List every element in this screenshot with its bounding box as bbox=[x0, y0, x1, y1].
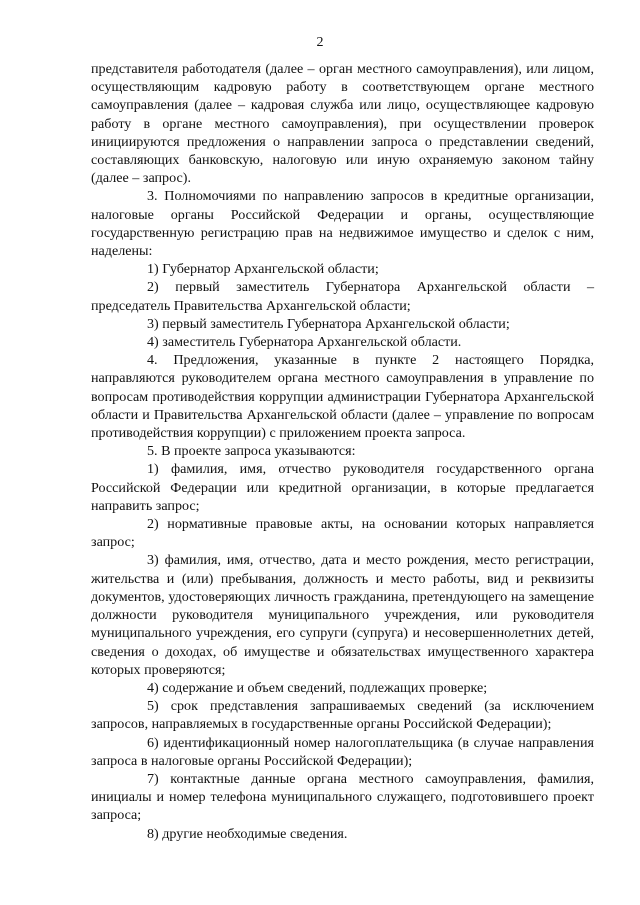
paragraph: 4. Предложения, указанные в пункте 2 настоящего Порядка, направляются руководителем органа местного самоуправления в управление по вопросам противодействия коррупции администрации Губернатора Архангельской области и Правительства Архангельской области (далее – управление по вопросам противодействия коррупции) с приложением проекта запроса. bbox=[91, 352, 594, 442]
list-item: 7) контактные данные органа местного самоуправления, фамилия, инициалы и номер телефона муниципального служащего, подготовившего проект запроса; bbox=[91, 770, 594, 824]
paragraph: 5. В проекте запроса указываются: bbox=[147, 443, 356, 460]
paragraph: 3. Полномочиями по направлению запросов в кредитные организации, налоговые органы Российской Федерации и органы, осуществляющие государственную регистрацию прав на недвижимое имущество и сделок с ним, наделены: bbox=[91, 188, 594, 260]
list-item: 5) срок представления запрашиваемых сведений (за исключением запросов, направляемых в государственные органы Российской Федерации); bbox=[91, 698, 594, 733]
list-item: 4) содержание и объем сведений, подлежащих проверке; bbox=[147, 679, 488, 696]
list-item: 2) нормативные правовые акты, на основании которых направляется запрос; bbox=[91, 516, 594, 551]
list-item: 1) Губернатор Архангельской области; bbox=[147, 261, 379, 278]
paragraph: представителя работодателя (далее – орган местного самоуправления), или лицом, осуществляющим кадровую работу в соответствующем органе местного самоуправления (далее – кадровая служба или лицо, осуществляющее кадровую работу в органе местного самоуправления), при осуществлении проверок инициируются предложения о направлении запроса о представлении сведений, составляющих банковскую, налоговую или иную охраняемую законом тайну (далее – запрос). bbox=[91, 61, 594, 187]
document-body bbox=[91, 60, 594, 843]
list-item: 1) фамилия, имя, отчество руководителя государственного органа Российской Федерации или кредитной организации, в которые предлагается направить запрос; bbox=[91, 461, 594, 514]
list-item: 4) заместитель Губернатора Архангельской области. bbox=[147, 334, 462, 351]
list-item: 8) другие необходимые сведения. bbox=[147, 825, 348, 842]
list-item: 3) фамилия, имя, отчество, дата и место рождения, место регистрации, жительства и (или) пребывания, должность и место работы, вид и реквизиты документов, удостоверяющих личность гражданина, претендующего на замещение должности руководителя муниципального учреждения, или руководителя муниципального учреждения, его супруги (супруга) и несовершеннолетних детей, сведения о доходах, об имуществе и обязательствах имущественного характера которых проверяются; bbox=[91, 552, 594, 678]
page-number: 2 bbox=[316, 35, 324, 50]
list-item: 6) идентификационный номер налогоплательщика (в случае направления запроса в налоговые органы Российской Федерации); bbox=[91, 734, 594, 769]
list-item: 3) первый заместитель Губернатора Архангельской области; bbox=[147, 315, 510, 332]
list-item: 2) первый заместитель Губернатора Архангельской области – председатель Правительства Архангельской области; bbox=[91, 279, 594, 314]
